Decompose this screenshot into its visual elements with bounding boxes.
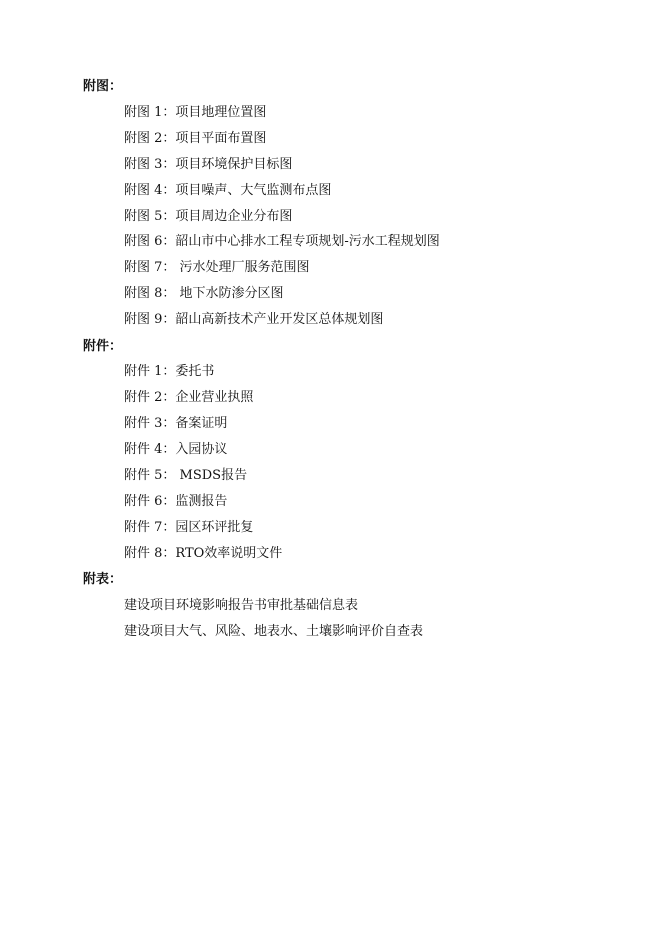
table-item-2: 建设项目大气、风险、地表水、土壤影响评价自查表 bbox=[124, 624, 424, 639]
figures-heading: 附图： bbox=[83, 79, 123, 94]
attachments-heading: 附件： bbox=[83, 339, 123, 354]
figure-item-7: 附图 7： 污水处理厂服务范围图 bbox=[124, 260, 310, 275]
figure-item-4: 附图 4：项目噪声、大气监测布点图 bbox=[124, 183, 332, 198]
attachment-item-4: 附件 4：入园协议 bbox=[124, 442, 228, 457]
figure-item-6: 附图 6：韶山市中心排水工程专项规划-污水工程规划图 bbox=[124, 234, 440, 249]
tables-heading: 附表： bbox=[83, 572, 123, 587]
figure-item-3: 附图 3：项目环境保护目标图 bbox=[124, 157, 293, 172]
attachment-item-5: 附件 5： MSDS报告 bbox=[124, 468, 248, 483]
attachment-item-6: 附件 6：监测报告 bbox=[124, 494, 228, 509]
attachment-item-1: 附件 1：委托书 bbox=[124, 364, 215, 379]
attachment-item-7: 附件 7：园区环评批复 bbox=[124, 520, 254, 535]
attachment-item-3: 附件 3：备案证明 bbox=[124, 416, 228, 431]
attachment-item-8: 附件 8：RTO效率说明文件 bbox=[124, 546, 283, 561]
figure-item-8: 附图 8： 地下水防渗分区图 bbox=[124, 286, 284, 301]
table-item-1: 建设项目环境影响报告书审批基础信息表 bbox=[124, 598, 359, 613]
figure-item-1: 附图 1：项目地理位置图 bbox=[124, 105, 267, 120]
figure-item-2: 附图 2：项目平面布置图 bbox=[124, 131, 267, 146]
figure-item-9: 附图 9：韶山高新技术产业开发区总体规划图 bbox=[124, 312, 384, 327]
attachment-item-2: 附件 2：企业营业执照 bbox=[124, 390, 254, 405]
figure-item-5: 附图 5：项目周边企业分布图 bbox=[124, 209, 293, 224]
